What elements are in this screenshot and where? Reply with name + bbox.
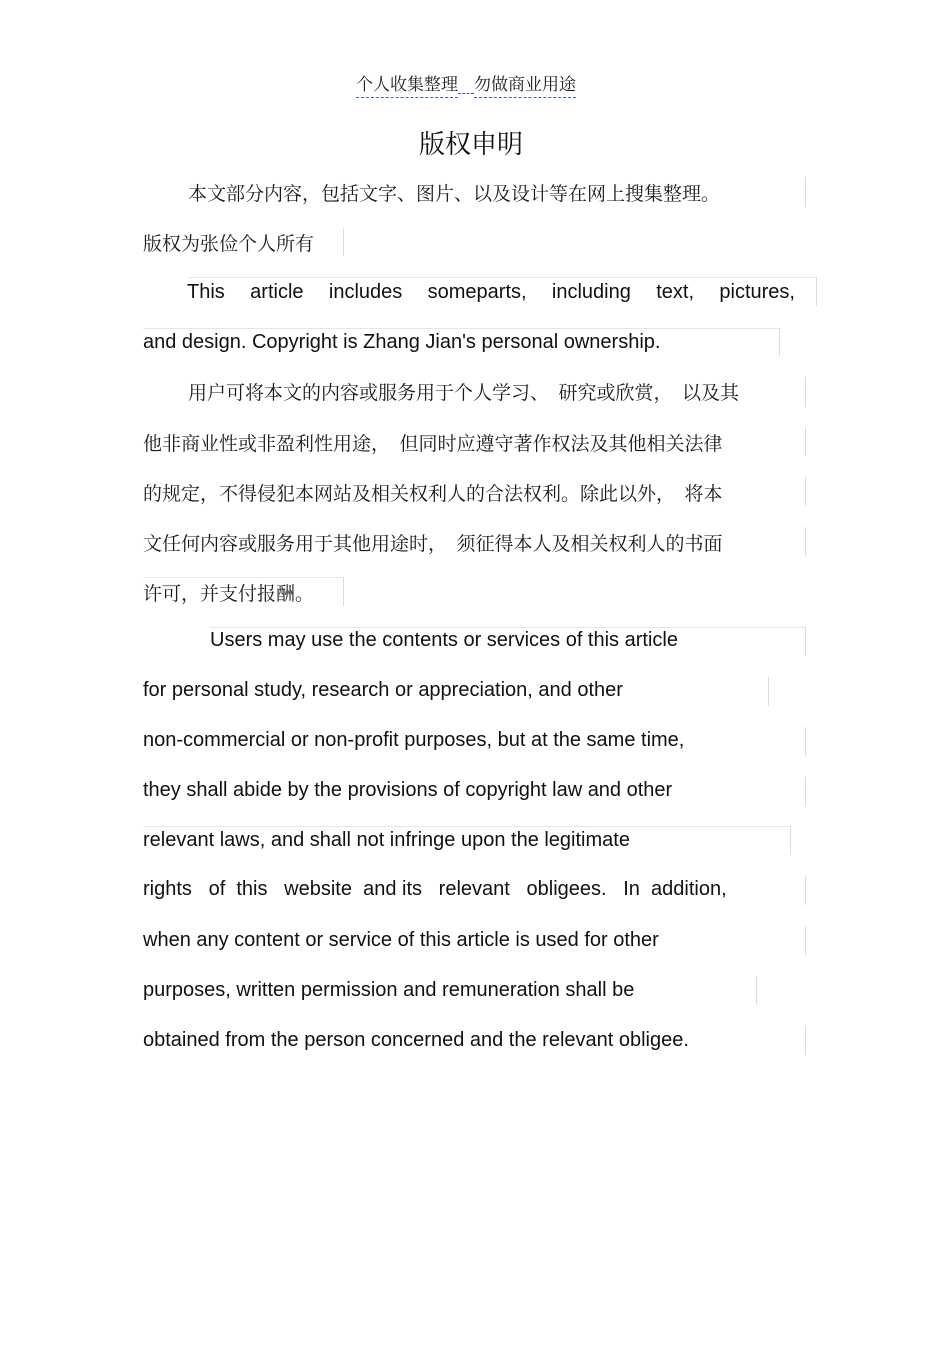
en-para2-line6: rights of this website and its relevant obligees. In addition, — [143, 878, 727, 900]
en-word: article — [250, 281, 304, 303]
box-edge — [805, 1026, 806, 1055]
cn-para2-line1: 用户可将本文的内容或服务用于个人学习、 研究或欣赏， 以及其 — [188, 382, 740, 404]
en-para2-line3: non-commercial or non-profit purposes, but at the same time, — [143, 729, 685, 751]
box-edge — [143, 826, 790, 827]
box-edge — [188, 277, 816, 278]
en-word: includes — [328, 281, 403, 303]
box-edge — [143, 328, 779, 329]
en-para2-line7: when any content or service of this article is used for other — [143, 929, 659, 951]
header-text-2: 勿做商业用途 — [474, 75, 576, 98]
box-edge — [210, 627, 805, 628]
box-edge — [805, 777, 806, 806]
cn-para1-line1: 本文部分内容，包括文字、图片、以及设计等在网上搜集整理。 — [188, 183, 721, 205]
box-edge — [805, 627, 806, 656]
en-para2-line1: Users may use the contents or services of this article — [210, 629, 678, 651]
box-edge — [805, 477, 806, 506]
en-para2-line4: they shall abide by the provisions of copyright law and other — [143, 779, 673, 801]
box-edge — [790, 826, 791, 855]
box-edge — [805, 876, 806, 905]
en-para1-line1 — [187, 281, 795, 304]
cn-para2-line5: 许可，并支付报酬。 — [143, 583, 315, 605]
box-edge — [805, 727, 806, 756]
box-edge — [805, 377, 806, 407]
en-word: This — [187, 281, 225, 303]
en-para2-line8: purposes, written permission and remuneration shall be — [143, 979, 635, 1001]
box-edge — [805, 427, 806, 456]
header-gap — [458, 92, 474, 94]
box-edge — [805, 926, 806, 955]
box-edge — [805, 177, 806, 207]
page-header — [356, 70, 576, 96]
box-edge — [343, 228, 344, 256]
en-word: someparts, — [427, 281, 527, 303]
box-edge — [816, 277, 817, 306]
en-word: text, — [656, 281, 695, 303]
cn-para2-line2: 他非商业性或非盈利性用途， 但同时应遵守著作权法及其他相关法律 — [143, 433, 723, 455]
en-para2-line2: for personal study, research or appreciation, and other — [143, 679, 623, 701]
box-edge — [779, 328, 780, 356]
box-edge — [756, 976, 757, 1005]
box-edge — [143, 577, 343, 578]
cn-para2-line3: 的规定，不得侵犯本网站及相关权利人的合法权利。除此以外， 将本 — [143, 483, 723, 505]
box-edge — [343, 577, 344, 606]
cn-para2-line4: 文任何内容或服务用于其他用途时， 须征得本人及相关权利人的书面 — [143, 533, 723, 555]
cn-para1-line2: 版权为张俭个人所有 — [143, 233, 315, 255]
en-word: pictures, — [719, 281, 795, 303]
en-word: including — [551, 281, 631, 303]
en-para2-line9: obtained from the person concerned and the relevant obligee. — [143, 1029, 689, 1051]
header-text-1: 个人收集整理 — [356, 75, 458, 98]
en-para1-line2: and design. Copyright is Zhang Jian's personal ownership. — [143, 331, 661, 353]
box-edge — [805, 527, 806, 556]
document-title: 版权申明 — [418, 130, 523, 160]
en-para2-line5: relevant laws, and shall not infringe upon the legitimate — [143, 829, 630, 851]
box-edge — [768, 677, 769, 706]
